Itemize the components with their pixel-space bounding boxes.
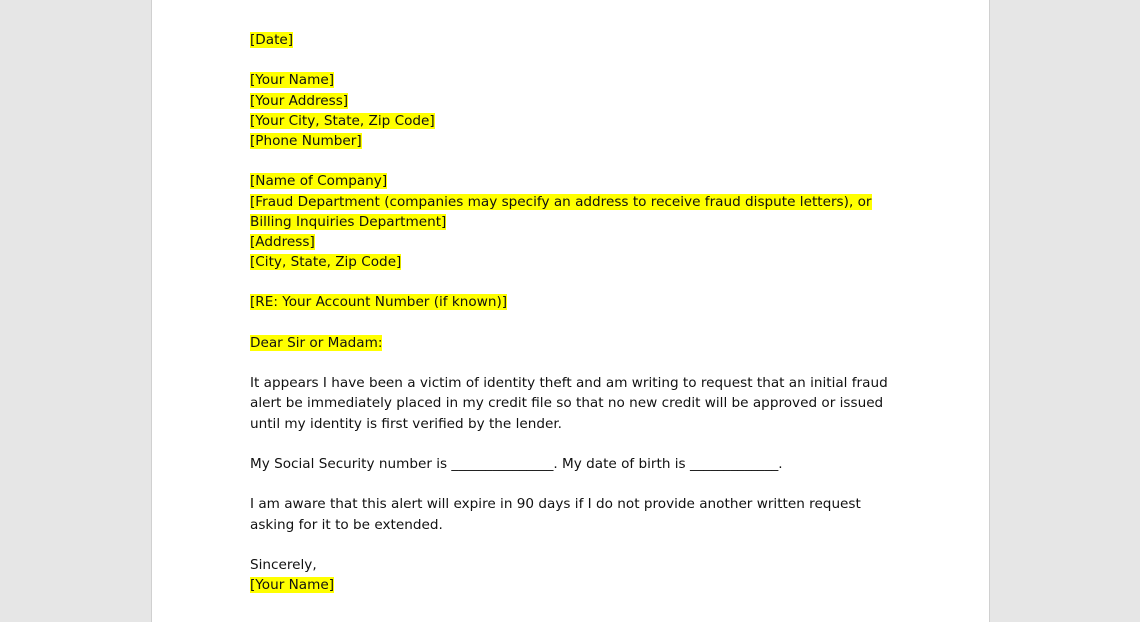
blank-line	[250, 272, 890, 292]
recipient-company-line[interactable]	[250, 171, 890, 191]
document-page	[151, 0, 990, 622]
body-paragraph-1-line-2[interactable]: alert be immediately placed in my credit file so that no new credit will be approved or issued	[250, 395, 884, 412]
recipient-city-placeholder: [City, State, Zip Code]	[250, 254, 402, 271]
recipient-address-line[interactable]	[250, 232, 890, 252]
blank-line	[250, 50, 890, 70]
body-paragraph-1-line-3[interactable]: until my identity is first verified by the lender.	[250, 415, 562, 432]
sender-city-line[interactable]	[250, 111, 890, 131]
sender-city-placeholder: [Your City, State, Zip Code]	[250, 112, 435, 129]
salutation-text: Dear Sir or Madam:	[250, 334, 383, 351]
re-placeholder: [RE: Your Account Number (if known)]	[250, 294, 508, 311]
recipient-city-line[interactable]	[250, 252, 890, 272]
blank-line	[250, 535, 890, 555]
sender-name-placeholder: [Your Name]	[250, 72, 335, 89]
blank-line	[250, 313, 890, 333]
salutation-line[interactable]	[250, 333, 890, 353]
sender-phone-line[interactable]	[250, 131, 890, 151]
sender-phone-placeholder: [Phone Number]	[250, 132, 362, 149]
recipient-department-placeholder-2: Billing Inquiries Department]	[250, 213, 447, 230]
blank-line	[250, 151, 890, 171]
recipient-company-placeholder: [Name of Company]	[250, 173, 388, 190]
blank-line	[250, 474, 890, 494]
signature-name-placeholder: [Your Name]	[250, 577, 335, 594]
recipient-department-line-1[interactable]	[250, 192, 890, 212]
blank-line	[250, 434, 890, 454]
re-line[interactable]	[250, 292, 890, 312]
body-paragraph-2[interactable]: My Social Security number is _______________. My date of birth is _____________.	[250, 455, 783, 472]
recipient-department-placeholder-1: [Fraud Department (companies may specify an address to receive fraud dispute letters), or	[250, 193, 872, 210]
closing-line[interactable]: Sincerely,	[250, 556, 317, 573]
sender-address-line[interactable]	[250, 91, 890, 111]
sender-address-placeholder: [Your Address]	[250, 92, 349, 109]
body-paragraph-3-line-2[interactable]: asking for it to be extended.	[250, 516, 443, 533]
date-placeholder: [Date]	[250, 32, 294, 48]
date-line[interactable]	[250, 30, 890, 50]
signature-line[interactable]	[250, 575, 890, 595]
blank-line	[250, 353, 890, 373]
recipient-department-line-2[interactable]	[250, 212, 890, 232]
letter-body	[250, 30, 890, 595]
sender-name-line[interactable]	[250, 70, 890, 90]
recipient-address-placeholder: [Address]	[250, 233, 315, 250]
body-paragraph-3-line-1[interactable]: I am aware that this alert will expire in 90 days if I do not provide another written request	[250, 496, 861, 513]
body-paragraph-1-line-1[interactable]: It appears I have been a victim of identity theft and am writing to request that an initial fraud	[250, 375, 888, 392]
